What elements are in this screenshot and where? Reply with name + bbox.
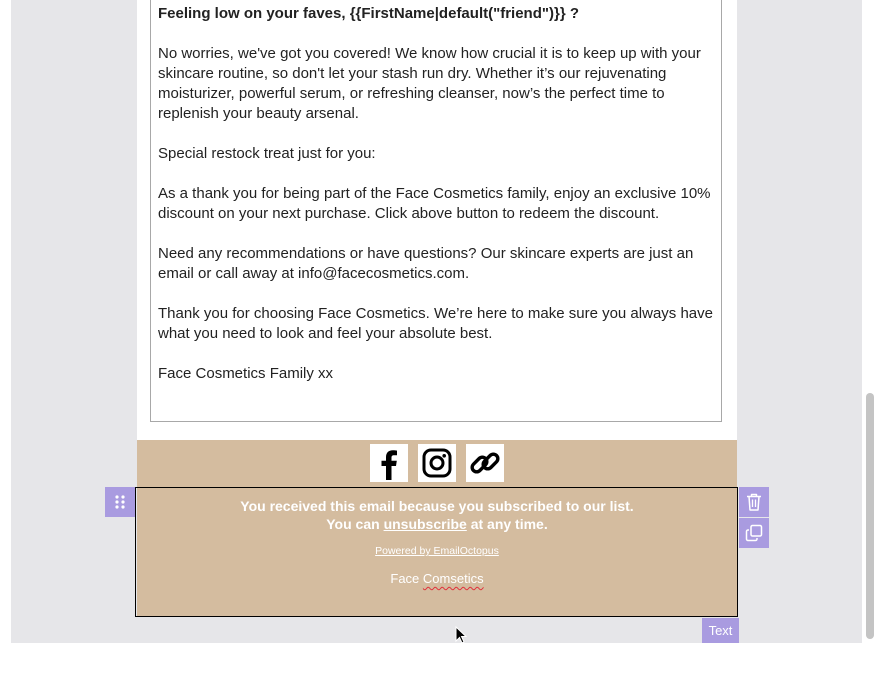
duplicate-icon [745, 524, 763, 542]
paragraph-restock: Special restock treat just for you: [158, 145, 376, 162]
text-block-content[interactable] [158, 4, 714, 384]
paragraph-intro: No worries, we've got you covered! We know how crucial it is to keep up with your skincare routine, so don't let your stash run dry. Whether it’s our rejuvenating moisturizer, powerful serum, or refreshing cleanser, now’s the perfect time to replenish your beauty arsenal. [158, 45, 701, 122]
unsubscribe-suffix: at any time. [466, 516, 548, 532]
greeting-line: Feeling low on your faves, {{FirstName|default("friend")}} ? [158, 5, 579, 22]
drag-handle-icon[interactable] [105, 487, 135, 517]
social-links [137, 444, 737, 482]
mouse-cursor-icon [455, 626, 467, 644]
link-icon[interactable] [466, 444, 504, 482]
paragraph-discount: As a thank you for being part of the Face Cosmetics family, enjoy an exclusive 10% discount on your next purchase. Click above button to redeem the discount. [158, 185, 711, 222]
paragraph-contact: Need any recommendations or have questions? Our skincare experts are just an email or call away at info@facecosmetics.com. [158, 245, 694, 282]
subscription-notice: You received this email because you subscribed to our list. [240, 498, 634, 514]
footer-text-block[interactable] [137, 497, 737, 587]
delete-block-button[interactable] [739, 487, 769, 517]
facebook-icon[interactable] [370, 444, 408, 482]
signature: Face Cosmetics Family xx [158, 365, 334, 382]
block-type-tag: Text [702, 618, 739, 643]
brand-misspelled-word: Comsetics [422, 571, 484, 586]
text-block[interactable] [150, 0, 722, 422]
duplicate-block-button[interactable] [739, 518, 769, 548]
powered-by-link[interactable]: Powered by EmailOctopus [375, 545, 499, 557]
paragraph-thanks: Thank you for choosing Face Cosmetics. We’re here to make sure you always have what you need to look and feel your absolute best. [158, 305, 713, 342]
footer-brand [137, 571, 737, 587]
unsubscribe-line [137, 515, 737, 533]
unsubscribe-link[interactable]: unsubscribe [383, 516, 467, 532]
instagram-icon[interactable] [418, 444, 456, 482]
scrollbar-thumb[interactable] [866, 393, 874, 639]
trash-icon [746, 493, 762, 511]
canvas-left-edge [0, 0, 11, 643]
brand-first-word: Face [390, 571, 420, 586]
unsubscribe-prefix: You can [326, 516, 384, 532]
